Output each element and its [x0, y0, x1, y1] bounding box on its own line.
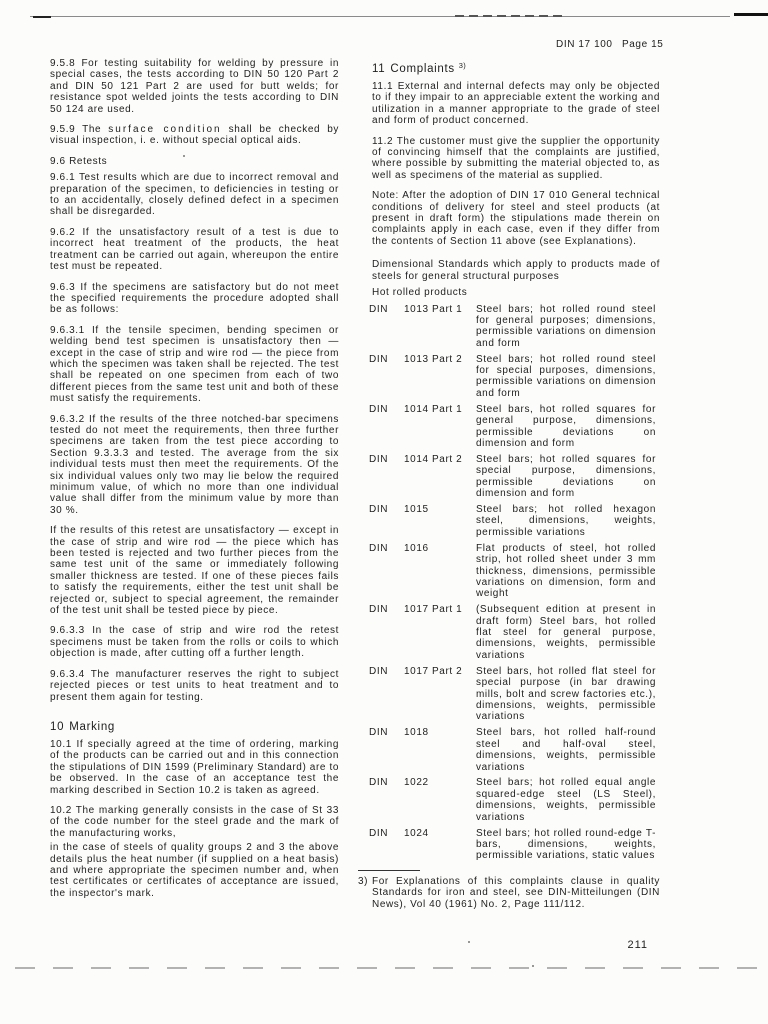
clause-10-2 — [50, 805, 339, 839]
section-heading-retests — [50, 156, 339, 167]
standard-title: Steel bars; hot rolled equal angle squared-edge steel (LS Steel), dimensions, weights, permissible variations — [476, 777, 656, 823]
standard-prefix: DIN — [369, 827, 389, 839]
clause-text: External and internal defects may only be objected to if they impair to an appreciable extent the working and utilization in a manner appropriate to the grade of steel and form of product concerned. — [372, 81, 660, 127]
page-label: Page 15 — [621, 39, 664, 50]
standard-title: Steel bars; hot rolled round steel for general purposes; dimensions, permissible variations on dimension and form — [476, 303, 656, 349]
section-heading-complaints — [372, 59, 660, 76]
clause-text: The manufacturer reserves the right to subject rejected pieces or test units to heat treatment and to present them again for testing. — [50, 668, 340, 703]
standards-subheading: Hot rolled products — [372, 287, 468, 299]
standard-number: 1016 — [404, 542, 429, 554]
scan-dash-line — [15, 967, 760, 969]
standard-prefix: DIN — [369, 727, 389, 739]
clause-text: If the specimens are satisfactory but do not meet the specified requirements the procedure adopted shall be as follows: — [50, 281, 339, 316]
standard-row — [369, 504, 660, 538]
clause-9-6-3-3 — [50, 625, 339, 659]
standards-heading: Dimensional Standards which apply to products made of steels for general structural purposes — [372, 259, 660, 282]
right-column — [358, 59, 661, 951]
standard-row — [369, 727, 660, 773]
standard-title: Steel bars, hot rolled flat steel for special purpose (in bar drawing mills, bolt and screw factories etc.), dimensions, weights, permissible variations — [476, 665, 656, 723]
footnote — [358, 875, 660, 910]
standard-row — [369, 604, 660, 661]
section-number: 9.6 — [50, 155, 66, 167]
clause-number: 9.6.3.3 — [50, 625, 85, 637]
clause-9-6-3-2-retest — [50, 525, 339, 616]
standard-title: Steel bars; hot rolled hexagon steel, dimensions, weights, permissible variations — [476, 504, 656, 538]
clause-9-6-3-2 — [50, 414, 339, 517]
standard-prefix: DIN — [369, 665, 389, 677]
clause-number: 9.6.1 — [50, 172, 76, 184]
standard-row — [369, 354, 660, 400]
scan-edge-line — [30, 16, 730, 17]
clause-text: The — [82, 124, 102, 136]
standard-prefix: DIN — [369, 777, 389, 789]
clause-9-5-9 — [50, 124, 339, 147]
section-number: 10 — [50, 720, 65, 733]
standard-prefix: DIN — [369, 303, 389, 315]
clause-number: 9.5.9 — [50, 124, 76, 136]
standard-number: 1015 — [404, 504, 429, 515]
clause-text: In the case of strip and wire rod the retest specimens must be taken from the rolls or coils to which objection is made, after cutting off a further length. — [50, 625, 339, 660]
clause-9-6-3-1 — [50, 325, 339, 405]
standard-prefix: DIN — [369, 542, 389, 554]
standard-row — [369, 454, 660, 500]
clause-9-5-8 — [50, 58, 339, 115]
note-paragraph: Note: After the adoption of DIN 17 010 General technical conditions of delivery for steel and steel products (at present in draft form) the stipulations made therein on complaints apply in each case, even if they differ from the contents of Section 11 above (see Explanations). — [372, 190, 660, 247]
clause-10-2-continuation — [50, 842, 339, 899]
standard-number: 1014 Part 1 — [404, 403, 463, 415]
clause-text: Test results which are due to incorrect removal and preparation of the specimen, to deficiencies in testing or to an accidentally, closely defined defect in a specimen shall be disregarded. — [50, 172, 340, 218]
standard-designation: DIN 17 100 — [556, 39, 613, 50]
standard-number: 1024 — [404, 827, 429, 839]
standard-number: 1017 Part 1 — [404, 604, 463, 616]
standard-prefix: DIN — [369, 403, 389, 415]
standard-row — [369, 404, 660, 450]
standard-prefix: DIN — [369, 604, 389, 616]
standard-prefix: DIN — [369, 504, 389, 515]
scan-mark — [734, 13, 768, 16]
clause-text: in the case of steels of quality groups 2 and 3 the above details plus the heat number (if supplied on a heat basis) and where appropriate the specimen number and, when test certificates or certificates of acceptance are issued, the inspector's mark. — [50, 842, 339, 899]
footnote-text: For Explanations of this complaints clause in quality Standards for iron and steel, see DIN-Mitteilungen (DIN News), Vol 40 (1961) No. 2, Page 111/112. — [372, 875, 660, 910]
clause-number: 9.6.3.1 — [50, 324, 85, 336]
clause-text: shall be checked by visual inspection, i. e. without special optical aids. — [50, 124, 339, 147]
clause-number: 10.2 — [50, 804, 72, 816]
clause-text: For testing suitability for welding by pressure in special cases, the tests according to DIN 50 120 Part 2 and DIN 50 121 Part 2 are used for butt welds; for resistance spot welded joints the tests according to DIN 50 124 are used. — [50, 58, 339, 115]
clause-number: 9.5.8 — [50, 58, 76, 69]
clause-number: 11.1 — [372, 81, 394, 92]
clause-9-6-1 — [50, 172, 339, 218]
standards-table — [369, 303, 660, 862]
clause-text: If the tensile specimen, bending specimen or welding bend test specimen is unsatisfactory then — except in the case of strip and wire rod — the piece from which the specimen was taken shall be rejected. The test shall be repeated on one specimen from each of two different pieces from the same test unit and both of these must satisfy the requirements. — [50, 324, 339, 405]
clause-text: If specially agreed at the time of ordering, marking of the products can be carried out and in this connection the stipulations of DIN 1599 (Preliminary Standard) are to be observed. In the case of an acceptance test the marking described in Section 10.2 is taken as agreed. — [50, 738, 339, 796]
section-heading-marking — [50, 721, 339, 734]
standard-row — [369, 777, 660, 823]
clause-number: 9.6.3 — [50, 281, 76, 293]
footnote-reference: 3) — [458, 61, 467, 70]
section-title: Complaints — [390, 63, 455, 75]
page-number: 211 — [627, 939, 648, 951]
clause-10-1 — [50, 739, 339, 796]
standard-title: Steel bars; hot rolled squares for special purpose, dimensions, permissible deviations on dimension and form — [476, 453, 656, 500]
standard-row — [369, 543, 660, 600]
left-column — [50, 58, 339, 908]
clause-number: 9.6.3.2 — [50, 413, 85, 425]
clause-9-6-2 — [50, 227, 339, 273]
section-title: Retests — [69, 155, 108, 167]
clause-9-6-3 — [50, 282, 339, 316]
standard-number: 1013 Part 1 — [404, 303, 463, 315]
footnote-marker: 3) — [358, 875, 369, 887]
clause-number: 10.1 — [50, 738, 72, 750]
clause-text: If the results of the three notched-bar specimens tested do not meet the requirements, then three further specimens are taken from the test piece according to Section 9.3.3.3 and tested. The average from the six individual tests must then meet the requirements. Of the six individual values only two may lie below the required minimum value, of which no more than one individual value shall differ from the minimum value by more than 30 %. — [50, 413, 339, 516]
clause-text: If the results of this retest are unsatisfactory — except in the case of strip and wire rod — the piece which has been tested is rejected and two further pieces from the same test unit of the same or immediately following smaller thickness are tested. If one of these pieces fails to satisfy the requirements, either the test unit shall be rejected or, subject to special agreement, the remainder of the test unit shall be tested piece by piece. — [50, 525, 339, 617]
standard-number: 1017 Part 2 — [404, 665, 463, 677]
emphasized-term: surface condition — [108, 124, 222, 136]
standard-prefix: DIN — [369, 353, 389, 365]
clause-text: The customer must give the supplier the opportunity of convincing himself that the complaints are justified, where possible by submitting the material objected to, as well as specimens of the material as supplied. — [372, 135, 661, 181]
clause-number: 9.6.3.4 — [50, 668, 85, 680]
standard-title: Steel bars; hot rolled round-edge T-bars, dimensions, weights, permissible variations, static values — [476, 827, 656, 862]
clause-text: The marking generally consists in the case of St 33 of the code number for the steel grade and the mark of the manufacturing works, — [50, 804, 340, 839]
standard-title: Flat products of steel, hot rolled strip, hot rolled sheet under 3 mm thickness, dimensions, permissible variations on dimension, form and weight — [476, 542, 656, 600]
clause-11-1 — [372, 81, 660, 127]
standard-number: 1018 — [404, 727, 429, 739]
standard-row — [369, 828, 660, 862]
standard-number: 1014 Part 2 — [404, 453, 463, 465]
footnote-rule — [358, 870, 420, 871]
clause-number: 11.2 — [372, 135, 394, 147]
standard-prefix: DIN — [369, 453, 389, 465]
clause-11-2 — [372, 136, 660, 182]
standard-number: 1022 — [404, 777, 429, 789]
standard-title: (Subsequent edition at present in draft form) Steel bars, hot rolled flat steel for general purpose, dimensions, weights, permissible variations — [476, 604, 656, 661]
section-number: 11 — [372, 63, 386, 75]
clause-number: 9.6.2 — [50, 226, 76, 238]
standard-row — [369, 304, 660, 350]
scan-mark — [33, 16, 51, 18]
scan-speck — [532, 965, 534, 967]
standard-title: Steel bars, hot rolled squares for general purpose, dimensions, permissible deviations on dimension and form — [476, 403, 656, 449]
clause-text: If the unsatisfactory result of a test is due to incorrect heat treatment of the products, the heat treatment can be carried out again, whereupon the entire test must be repeated. — [50, 226, 339, 273]
clause-9-6-3-4 — [50, 669, 339, 703]
running-head — [556, 39, 663, 50]
standard-title: Steel bars; hot rolled round steel for special purposes, dimensions, permissible variations on dimension and form — [476, 353, 656, 399]
standard-number: 1013 Part 2 — [404, 353, 463, 365]
standard-title: Steel bars, hot rolled half-round steel and half-oval steel, dimensions, weights, permissible variations — [476, 727, 656, 773]
scan-dash-line — [455, 15, 565, 17]
section-title: Marking — [69, 720, 116, 733]
standard-row — [369, 666, 660, 723]
